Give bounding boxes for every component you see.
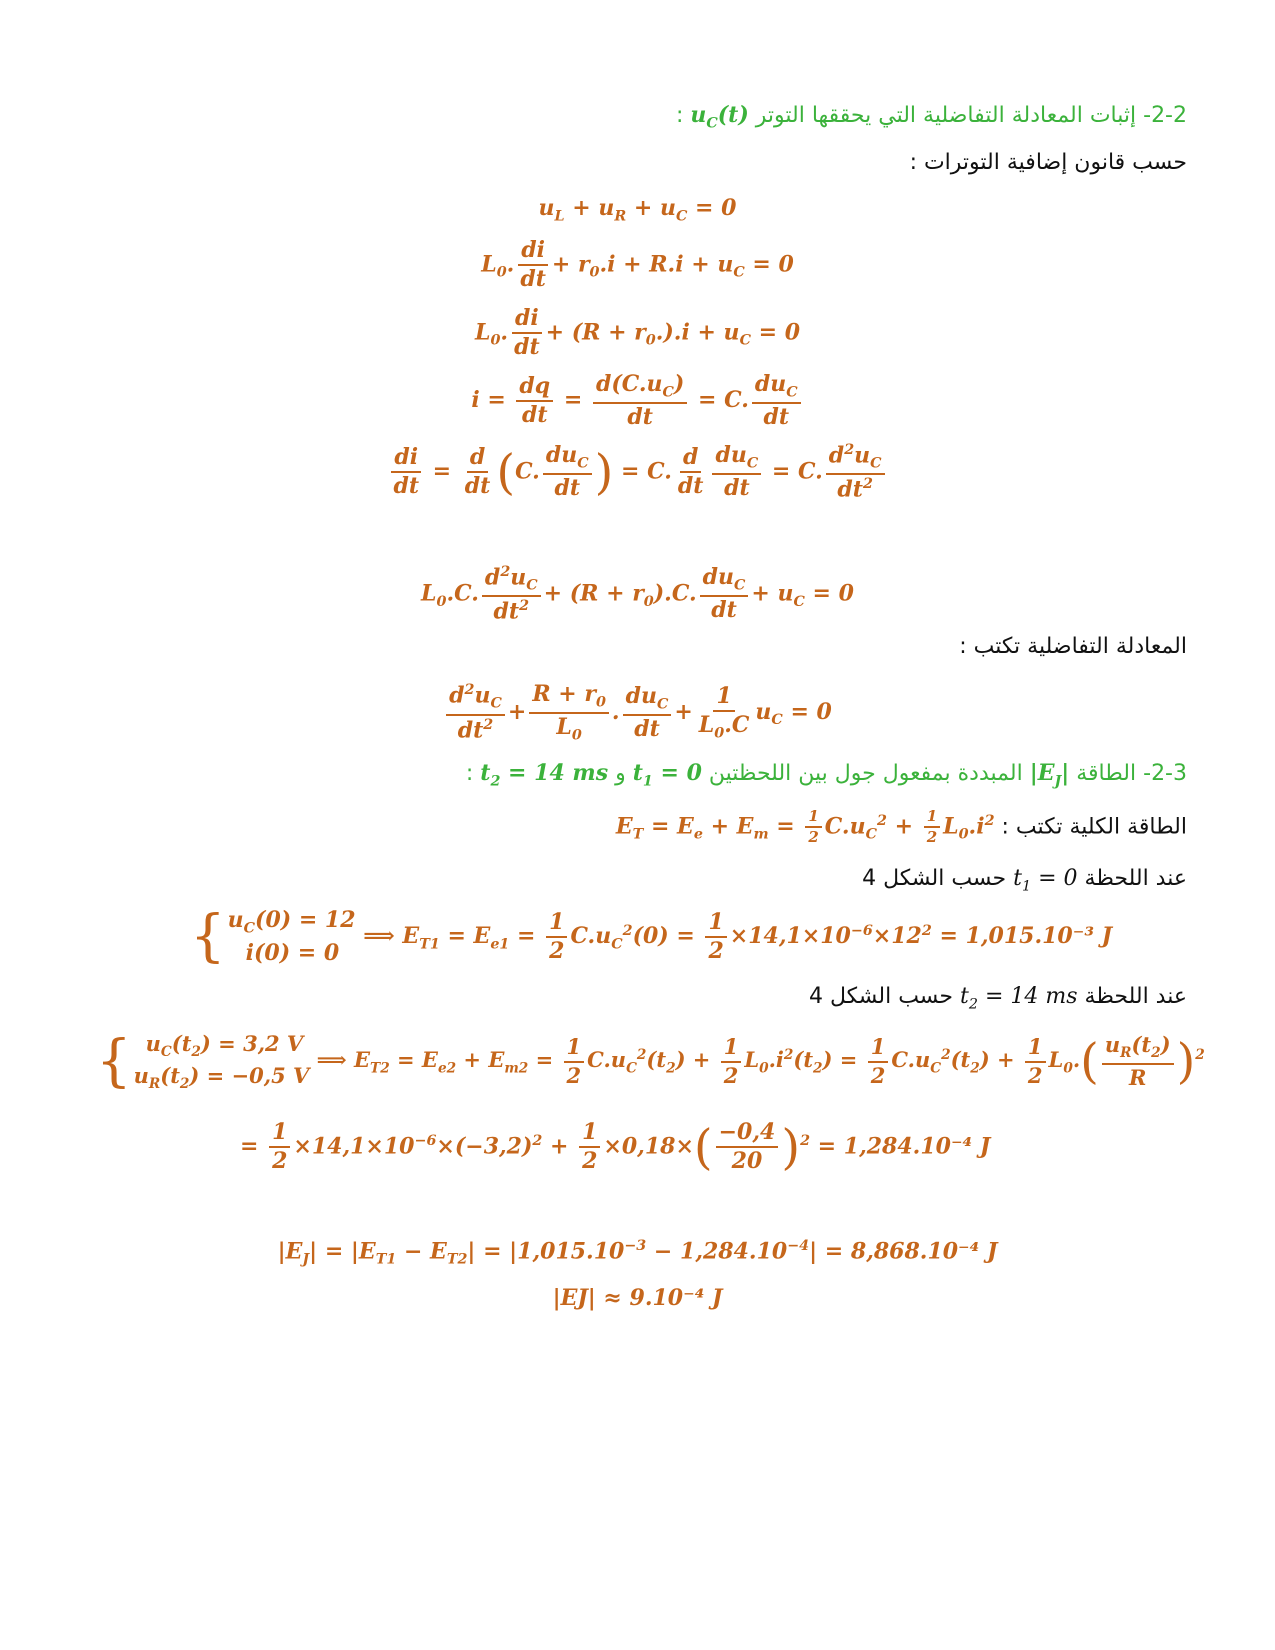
total-energy-line	[616, 808, 1187, 847]
result-ej: 8,868.10⁻⁴ J	[850, 1238, 998, 1265]
equation-energy-t1: { $u_C(0) = 12$ i(0) = 0 ⟹ $E_{T1} = E_{e1}$ = $\frac{1}{2}$ $C.u_C^2(0)$ = $\frac{1}{2}$ $\times 14,1\times 10^{-6}\times 12^2 = 1,015.10^{-3}$ J	[190, 904, 1113, 970]
instant1-line	[862, 866, 1187, 894]
section-2-3-middle: المبددة بمفعول جول بين اللحظتين	[708, 761, 1023, 786]
section-2-2-var: $u_C(t)$	[690, 102, 749, 132]
differential-equation: $\frac{d^2u_C}{dt^2}$ + $\frac{R + r_0}{L_0}$ . $du_C$ dt + $\frac{1}{L_0.C}$ $u_C = 0$	[0, 682, 1275, 744]
equation-substituted: $L_0.C$. $\frac{d^2u_C}{dt^2}$ + $(R + r_0).C$. $du_C$ dt + $u_C = 0$	[421, 564, 854, 625]
instant2-label: عند اللحظة	[1084, 984, 1187, 1009]
total-energy-formula: $E_T = E_e + E_m$ = $\frac{1}{2}$ $C.u_C^2$ + $\frac{1}{2}$ $L_0.i^2$	[615, 807, 995, 847]
instant1-label: عند اللحظة	[1084, 866, 1187, 891]
equation-kvl-expanded: $L_0$. $\frac{di}{dt}$ + $r_0.i + R.i + u_C = 0$	[481, 237, 794, 293]
section-2-3-and: و	[615, 761, 626, 786]
section-2-3-suffix: :	[465, 761, 474, 786]
total-energy-text: الطاقة الكلية تكتب :	[1001, 814, 1187, 840]
equation-joule-energy: $|E_J| = |E_{T1} - E_{T2}| = |1,015.10^{-3} - 1,284.10^{-4}| = 8,868.10^{-4}$ J	[277, 1238, 998, 1268]
result-e1: 1,015.10⁻³ J	[965, 923, 1113, 950]
equation-final-result: |EJ| ≈ 9.10⁻⁴ J	[552, 1285, 723, 1311]
equation-energy-t2: { $u_C(t_2) = 3,2$ V $u_R(t_2) = -0,5$ V ⟹ $E_{T2} = E_{e2} + E_{m2}$ = $\frac{1}{2}$ $C.u_C^2(t_2)$ + $\frac{1}{2}$ $L_0.i^2(t_2)$ = $\frac{1}{2}$ $C.u_C^2(t_2)$ + $\frac{1}{2}$ $L_0$.( $\frac{u_R(t_2)}{R}$ )$^2$	[96, 1028, 1205, 1094]
equation-energy-t2-numeric: = $\frac{1}{2}$ $\times 14,1\times 10^{-6}\times(-3,2)^2$ + $\frac{1}{2}$ ×0,18×( $\frac{-0,4}{20}$ )$^2$ = 1,284.10⁻⁴ J	[240, 1119, 991, 1176]
result-e2: 1,284.10⁻⁴ J	[843, 1133, 991, 1160]
instant2-figure: حسب الشكل 4	[808, 984, 954, 1009]
law-text: حسب قانون إضافية التوترات :	[909, 150, 1187, 175]
ej-symbol: $|E_J|$	[1029, 760, 1070, 790]
section-2-2-heading	[676, 102, 1187, 131]
section-2-3-prefix: 2-3- الطاقة	[1076, 761, 1187, 786]
section-2-2-prefix: 2-2- إثبات المعادلة التفاضلية التي يحققها التوتر	[755, 103, 1187, 128]
section-2-3-heading	[466, 760, 1187, 789]
equation-current: i = $\frac{dq}{dt}$ = $\frac{d(C.u_C)}{dt}$ = C. $du_C$ dt	[0, 372, 1275, 430]
instant1-figure: حسب الشكل 4	[862, 866, 1007, 891]
t2-value: $t_2 = 14$ ms	[480, 760, 609, 790]
section-2-2-suffix: :	[675, 103, 684, 128]
instant1-value: $t_1 = 0$	[1013, 866, 1078, 895]
equation-di-dt: $\frac{di}{dt}$ = $\frac{d}{dt}$ (C. $du_C$ dt ) = C. $\frac{d}{dt}$ $du_C$ dt = C. $\frac{d^2u_C}{dt^2}$	[0, 442, 1275, 503]
equation-voltage-sum: $u_L + u_R + u_C = 0$	[538, 195, 737, 225]
equation-kvl-grouped: $L_0$. $\frac{di}{dt}$ + $(R + r_0.).i + u_C = 0$	[474, 305, 801, 361]
instant2-line	[809, 984, 1187, 1012]
instant2-value: $t_2 = 14$ ms	[960, 984, 1078, 1013]
t1-value: $t_1 = 0$	[632, 760, 702, 790]
diff-eq-text: المعادلة التفاضلية تكتب :	[959, 634, 1187, 659]
